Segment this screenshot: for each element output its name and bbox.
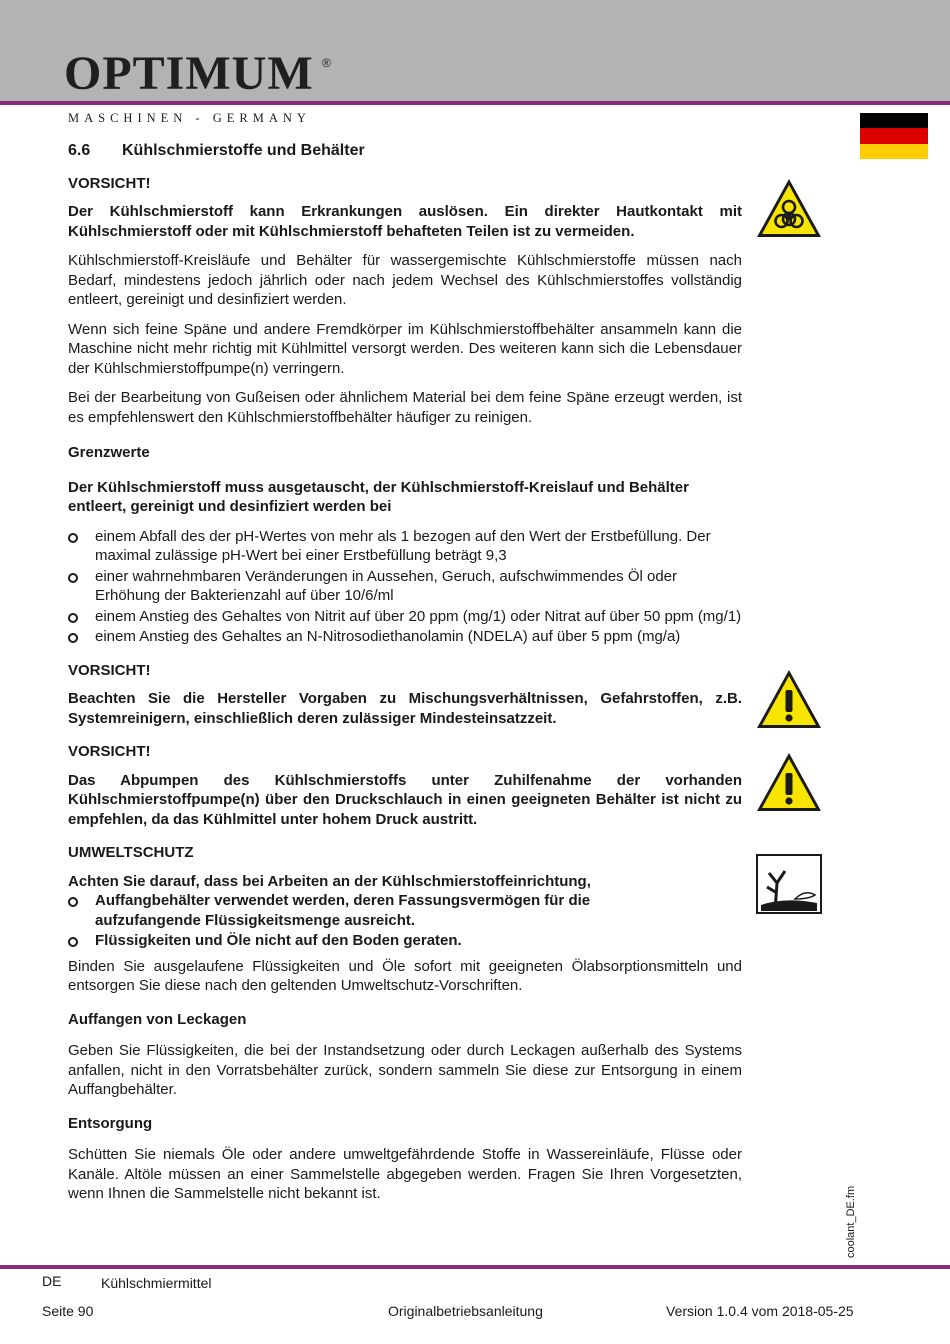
paragraph-cleaning-interval: Kühlschmierstoff-Kreisläufe und Behälter für wassergemischte Kühlschmierstoffe müssen nach Bedarf, mindestens jedoch jährlich oder nach jedem Wechsel des Kühlschmierstoffes vollständig entleert, gereinigt und desinfiziert werden. <box>68 252 742 308</box>
environment-text: Binden Sie ausgelaufene Flüssigkeiten und Öle sofort mit geeigneten Ölabsorptionsmitteln und entsorgen Sie diese nach den geltenden Umweltschutz-Vorschriften. <box>68 957 742 994</box>
file-reference: coolant_DE.fm <box>845 1185 857 1258</box>
caution-label-1: VORSICHT! <box>68 174 151 192</box>
limits-intro: Der Kühlschmierstoff muss ausgetauscht, der Kühlschmierstoff-Kreislauf und Behälter entleert, gereinigt und desinfiziert werden bei <box>68 478 689 515</box>
bullet-icon <box>68 533 78 543</box>
list-item: einer wahrnehmbaren Veränderungen in Aussehen, Geruch, aufschwimmendes Öl oder Erhöhung der Bakterienzahl auf über 10/6/ml <box>68 567 742 606</box>
caution-text-1: Der Kühlschmierstoff kann Erkrankungen auslösen. Ein direkter Hautkontakt mit Kühlschmierstoff oder mit Kühlschmierstoff behafteten Teilen ist zu vermeiden. <box>68 203 742 240</box>
footer-rule <box>0 1265 950 1269</box>
list-item: Auffangbehälter verwendet werden, deren Fassungsvermögen für die aufzufangende Flüssigkeitsmenge ausreicht. <box>68 891 742 930</box>
disposal-text: Schütten Sie niemals Öle oder andere umweltgefährdende Stoffe in Wassereinläufe, Flüsse oder Kanäle. Altöle müssen an einer Sammelstelle abgegeben werden. Fragen Sie Ihren Vorgesetzten, wenn Ihnen die Sammelstelle nicht bekannt ist. <box>68 1146 742 1202</box>
bullet-icon <box>68 573 78 583</box>
leakage-heading: Auffangen von Leckagen <box>68 1010 247 1028</box>
bullet-icon <box>68 633 78 643</box>
section-title <box>68 141 742 161</box>
environment-hazard-icon <box>755 853 823 915</box>
biohazard-warning-icon <box>755 177 823 239</box>
environment-list <box>68 891 742 951</box>
general-warning-icon <box>755 751 823 813</box>
list-item: einem Anstieg des Gehaltes an N-Nitrosodiethanolamin (NDELA) auf über 5 ppm (mg/a) <box>68 627 742 647</box>
footer-language: DE <box>42 1273 62 1289</box>
footer-chapter: Kühlschmiermittel <box>101 1275 212 1291</box>
disposal-heading: Entsorgung <box>68 1114 153 1132</box>
caution-text-2: Beachten Sie die Hersteller Vorgaben zu Mischungsverhältnissen, Gefahrstoffen, z.B. Systemreinigern, einschließlich deren zulässiger Mindesteinsatzzeit. <box>68 690 742 727</box>
list-item: einem Anstieg des Gehaltes von Nitrit auf über 20 ppm (mg/1) oder Nitrat auf über 50 ppm (mg/1) <box>68 607 742 627</box>
general-warning-icon <box>755 668 823 730</box>
paragraph-cast-iron: Bei der Bearbeitung von Gußeisen oder ähnlichem Material bei dem feine Späne erzeugt werden, ist es empfehlenswert den Kühlschmierstoffbehälter häufiger zu reinigen. <box>68 389 742 426</box>
limits-list <box>68 527 742 647</box>
section-number: 6.6 <box>68 142 91 159</box>
footer-document-title: Originalbetriebsanleitung <box>388 1303 543 1319</box>
environment-intro: Achten Sie darauf, dass bei Arbeiten an der Kühlschmierstoffeinrichtung, <box>68 872 591 890</box>
footer-page-number: Seite 90 <box>42 1303 94 1319</box>
list-item: Flüssigkeiten und Öle nicht auf den Boden geraten. <box>68 931 742 951</box>
bullet-icon <box>68 613 78 623</box>
paragraph-chips: Wenn sich feine Späne und andere Fremdkörper im Kühlschmierstoffbehälter ansammeln kann die Maschine nicht mehr richtig mit Kühlmittel versorgt werden. Des weiteren kann sich die Lebensdauer der Kühlschmierstoffpumpe(n) verringern. <box>68 320 742 377</box>
caution-label-3: VORSICHT! <box>68 743 151 760</box>
section-title-text: Kühlschmierstoffe und Behälter <box>122 142 365 159</box>
bullet-icon <box>68 897 78 907</box>
environment-heading: UMWELTSCHUTZ <box>68 844 194 861</box>
footer-version: Version 1.0.4 vom 2018-05-25 <box>666 1303 854 1319</box>
page-content <box>68 141 742 1214</box>
caution-label-2: VORSICHT! <box>68 661 151 679</box>
brand-tagline: MASCHINEN - GERMANY <box>68 111 311 125</box>
brand-logo: OPTIMUM <box>64 47 314 100</box>
list-item: einem Abfall des der pH-Wertes von mehr als 1 bezogen auf den Wert der Erstbefüllung. Der maximal zulässige pH-Wert bei einer Erstbefüllung beträgt 9,3 <box>68 527 742 566</box>
germany-flag-icon <box>860 113 928 159</box>
bullet-icon <box>68 937 78 947</box>
limits-heading: Grenzwerte <box>68 444 150 461</box>
header-rule <box>0 101 950 105</box>
caution-text-3: Das Abpumpen des Kühlschmierstoffs unter Zuhilfenahme der vorhanden Kühlschmierstoffpumpe(n) über den Druckschlauch in einen geeigneten Behälter ist nicht zu empfehlen, da das Kühlmittel unter hohem Druck austritt. <box>68 771 742 828</box>
registered-mark: ® <box>322 56 331 70</box>
leakage-text: Geben Sie Flüssigkeiten, die bei der Instandsetzung oder durch Leckagen außerhalb des Systems anfallen, nicht in den Vorratsbehälter zurück, sondern sammeln Sie diese zur Entsorgung in einem Auffangbehälter. <box>68 1042 742 1098</box>
